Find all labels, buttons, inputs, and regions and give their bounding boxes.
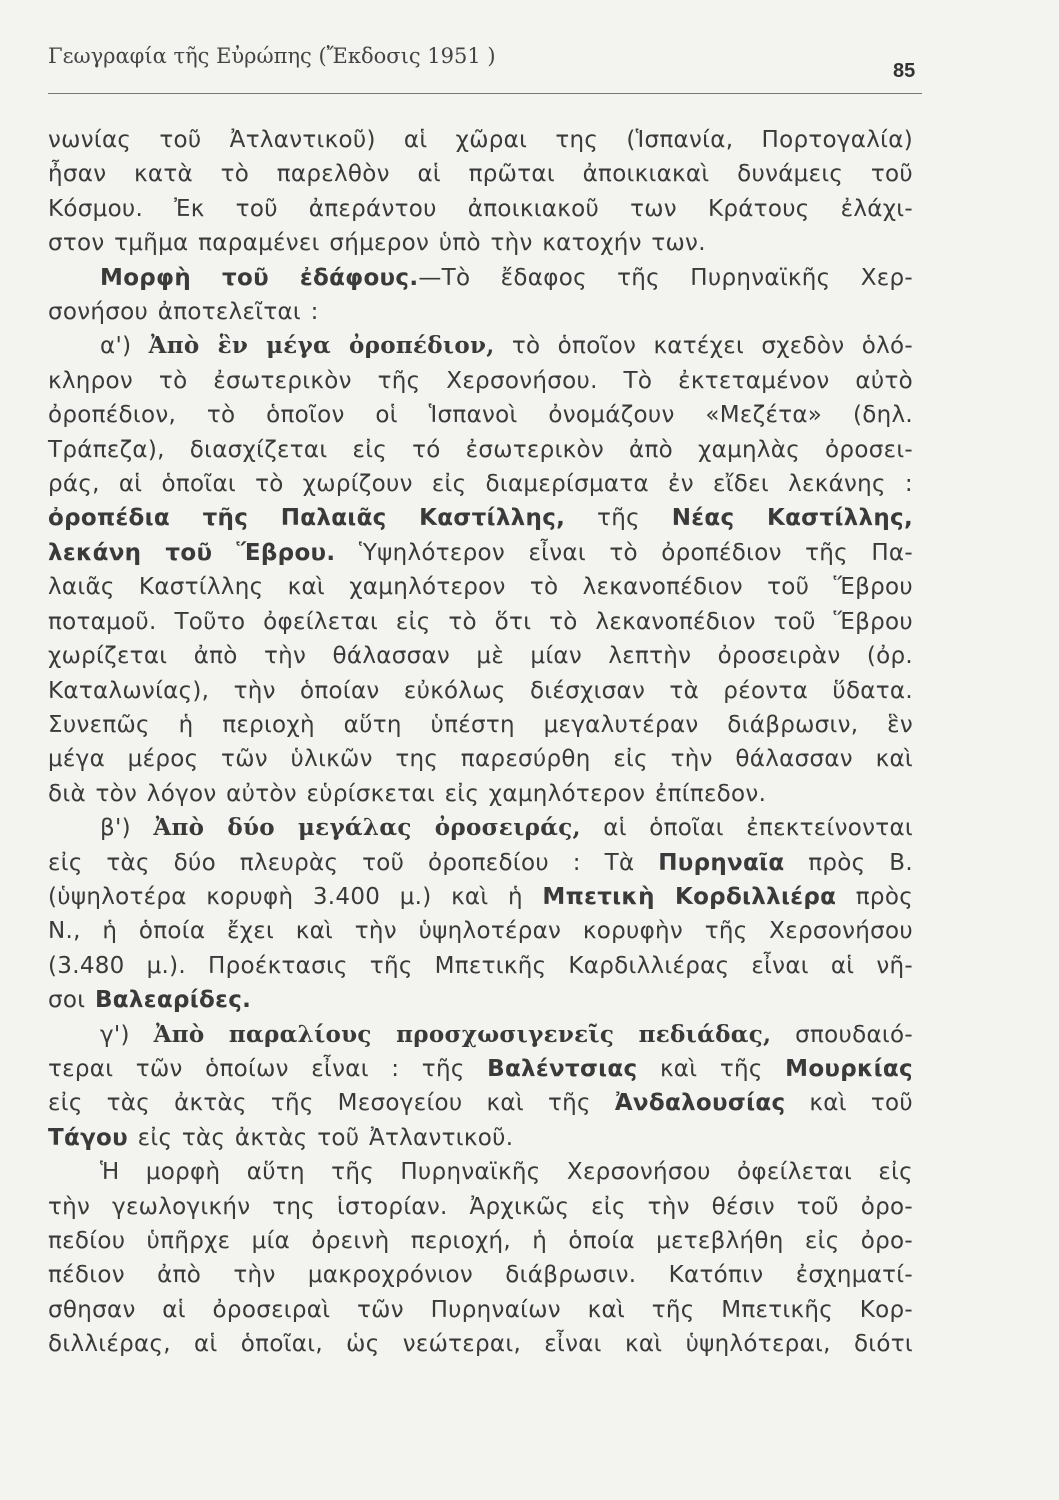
- text-line: ὀροπέδιον, τὸ ὁποῖον οἱ Ἱσπανοὶ ὀνομάζουν «Μεζέτα» (δηλ.: [48, 402, 913, 429]
- text-run: πρὸς Β.: [808, 849, 913, 876]
- text-line: στον τμῆμα παραμένει σήμερον ὑπὸ τὴν κατοχήν των.: [48, 230, 706, 257]
- page-number: 85: [893, 60, 916, 82]
- text-line: χωρίζεται ἀπὸ τὴν θάλασσαν μὲ μίαν λεπτὴν ὀροσειρὰν (ὀρ.: [48, 643, 913, 670]
- text-run: καὶ τῆς: [659, 1055, 763, 1082]
- subheading-plains: Ἀπὸ παραλίους προσχωσιγενεῖς πεδιάδας,: [153, 1020, 772, 1048]
- text-line: Συνεπῶς ἡ περιοχὴ αὕτη ὑπέστη μεγαλυτέραν διάβρωσιν, ἓν: [48, 711, 913, 738]
- text-line: λαιᾶς Καστίλλης καὶ χαμηλότερον τὸ λεκανοπέδιον τοῦ Ἕβρου: [48, 574, 913, 601]
- text-run: αἱ ὁποῖαι ἐπεκτείνονται: [603, 815, 913, 842]
- bold-term: Τάγου: [48, 1124, 128, 1151]
- text-run: σπουδαιό-: [795, 1021, 913, 1048]
- text-run: τὸ ὁποῖον κατέχει σχεδὸν ὁλό-: [511, 333, 913, 360]
- subheading-plateau: Ἀπὸ ἓν μέγα ὀροπέδιον,: [148, 332, 495, 360]
- section-heading-relief: Μορφὴ τοῦ ἐδάφους.: [100, 264, 419, 291]
- bold-term: λεκάνη τοῦ Ἕβρου.: [48, 539, 336, 566]
- text-run: πρὸς: [855, 883, 913, 910]
- text-line: Τράπεζα), διασχίζεται εἰς τό ἐσωτερικὸν ἀπὸ χαμηλὰς ὀροσει-: [48, 436, 913, 463]
- list-marker: β'): [100, 815, 131, 842]
- text-line: [48, 1018, 913, 1052]
- text-line: [48, 983, 913, 1017]
- text-run: εἰς τὰς δύο πλευρὰς τοῦ ὀροπεδίου : Τὰ: [48, 849, 635, 876]
- text-run: τῆς: [597, 505, 640, 532]
- text-line: ἦσαν κατὰ τὸ παρελθὸν αἱ πρῶται ἀποικιακαὶ δυνάμεις τοῦ: [48, 161, 913, 188]
- list-marker: γ'): [100, 1021, 130, 1048]
- text-line: [48, 811, 913, 845]
- text-line: πεδίου ὑπῆρχε μία ὀρεινὴ περιοχή, ἡ ὁποία μετεβλήθη εἰς ὀρο-: [48, 1228, 913, 1254]
- text-run: Ὑψηλότερον εἶναι τὸ ὀροπέδιον τῆς Πα-: [358, 539, 913, 566]
- running-title: Γεωγραφία τῆς Εὐρώπης (Ἔκδοσις 1951 ): [48, 44, 496, 68]
- text-line: [48, 1121, 913, 1155]
- bold-term: Βαλέντσιας: [487, 1055, 638, 1082]
- text-line: μέγα μέρος τῶν ὑλικῶν της παρεσύρθη εἰς τὴν θάλασσαν καὶ: [48, 746, 913, 773]
- bold-term: ὀροπέδια τῆς Παλαιᾶς Καστίλλης,: [48, 505, 566, 532]
- text-run: εἰς τὰς ἀκτὰς τῆς Μεσογείου καὶ τῆς: [48, 1090, 591, 1117]
- text-line: [48, 329, 913, 363]
- text-line: διλλιέρας, αἱ ὁποῖαι, ὡς νεώτεραι, εἶναι καὶ ὑψηλότεραι, διότι: [48, 1331, 913, 1358]
- text-run: σοι: [48, 987, 86, 1014]
- text-run: (ὑψηλοτέρα κορυφὴ 3.400 μ.) καὶ ἡ: [48, 883, 523, 910]
- text-line: [48, 846, 913, 880]
- bold-term: Ἀνδαλουσίας: [614, 1090, 786, 1117]
- text-line: κληρον τὸ ἐσωτερικὸν τῆς Χερσονήσου. Τὸ ἐκτεταμένον αὐτὸ: [48, 367, 913, 394]
- header-rule: [48, 93, 922, 94]
- bold-term: Μπετικὴ Κορδιλλιέρα: [542, 883, 837, 910]
- bold-term: Βαλεαρίδες.: [94, 987, 252, 1014]
- body-text: [48, 123, 913, 1362]
- text-line: νωνίας τοῦ Ἀτλαντικοῦ) αἱ χῶραι της (Ἱσπανία, Πορτογαλία): [48, 127, 913, 153]
- bold-term: Μουρκίας: [785, 1055, 913, 1082]
- text-run: καὶ τοῦ: [809, 1090, 913, 1117]
- text-line: τὴν γεωλογικήν της ἱστορίαν. Ἀρχικῶς εἰς τὴν θέσιν τοῦ ὀρο-: [48, 1193, 913, 1220]
- subheading-ranges: Ἀπὸ δύο μεγάλας ὀροσειράς,: [153, 814, 581, 842]
- text-line: σθησαν αἱ ὀροσειραὶ τῶν Πυρηναίων καὶ τῆς Μπετικῆς Κορ-: [48, 1296, 913, 1323]
- bold-term: Νέας Καστίλλης,: [671, 505, 913, 532]
- bold-term: Πυρηναῖα: [658, 849, 785, 876]
- text-line: Ἡ μορφὴ αὕτη τῆς Πυρηναϊκῆς Χερσονήσου ὀφείλεται εἰς: [100, 1159, 913, 1186]
- text-run: —Τὸ ἔδαφος τῆς Πυρηναϊκῆς Χερ-: [418, 264, 913, 291]
- text-line: σονήσου ἀποτελεῖται :: [48, 299, 319, 326]
- text-line: Κόσμου. Ἐκ τοῦ ἀπεράντου ἀποικιακοῦ των Κράτους ἐλάχι-: [48, 195, 913, 222]
- text-line: ποταμοῦ. Τοῦτο ὀφείλεται εἰς τὸ ὅτι τὸ λεκανοπέδιον τοῦ Ἕβρου: [48, 608, 913, 635]
- text-line: [48, 501, 913, 535]
- text-line: [48, 1086, 913, 1120]
- text-line: [48, 880, 913, 914]
- text-line: Καταλωνίας), τὴν ὁποίαν εὐκόλως διέσχισαν τὰ ρέοντα ὕδατα.: [48, 677, 913, 704]
- list-marker: α'): [100, 333, 132, 360]
- text-line: Ν., ἡ ὁποία ἔχει καὶ τὴν ὑψηλοτέραν κορυφὴν τῆς Χερσονήσου: [48, 918, 913, 945]
- text-line: ράς, αἱ ὁποῖαι τὸ χωρίζουν εἰς διαμερίσματα ἐν εἴδει λεκάνης :: [48, 471, 913, 498]
- text-line: [48, 261, 913, 295]
- text-line: διὰ τὸν λόγον αὐτὸν εὑρίσκεται εἰς χαμηλότερον ἐπίπεδον.: [48, 780, 767, 807]
- text-line: (3.480 μ.). Προέκτασις τῆς Μπετικῆς Καρδιλλιέρας εἶναι αἱ νῆ-: [48, 952, 913, 979]
- text-line: [48, 536, 913, 570]
- text-line: πέδιον ἀπὸ τὴν μακροχρόνιον διάβρωσιν. Κατόπιν ἐσχηματί-: [48, 1262, 913, 1289]
- text-line: [48, 1052, 913, 1086]
- text-run: εἰς τὰς ἀκτὰς τοῦ Ἀτλαντικοῦ.: [137, 1124, 514, 1151]
- text-run: τεραι τῶν ὁποίων εἶναι : τῆς: [48, 1055, 465, 1082]
